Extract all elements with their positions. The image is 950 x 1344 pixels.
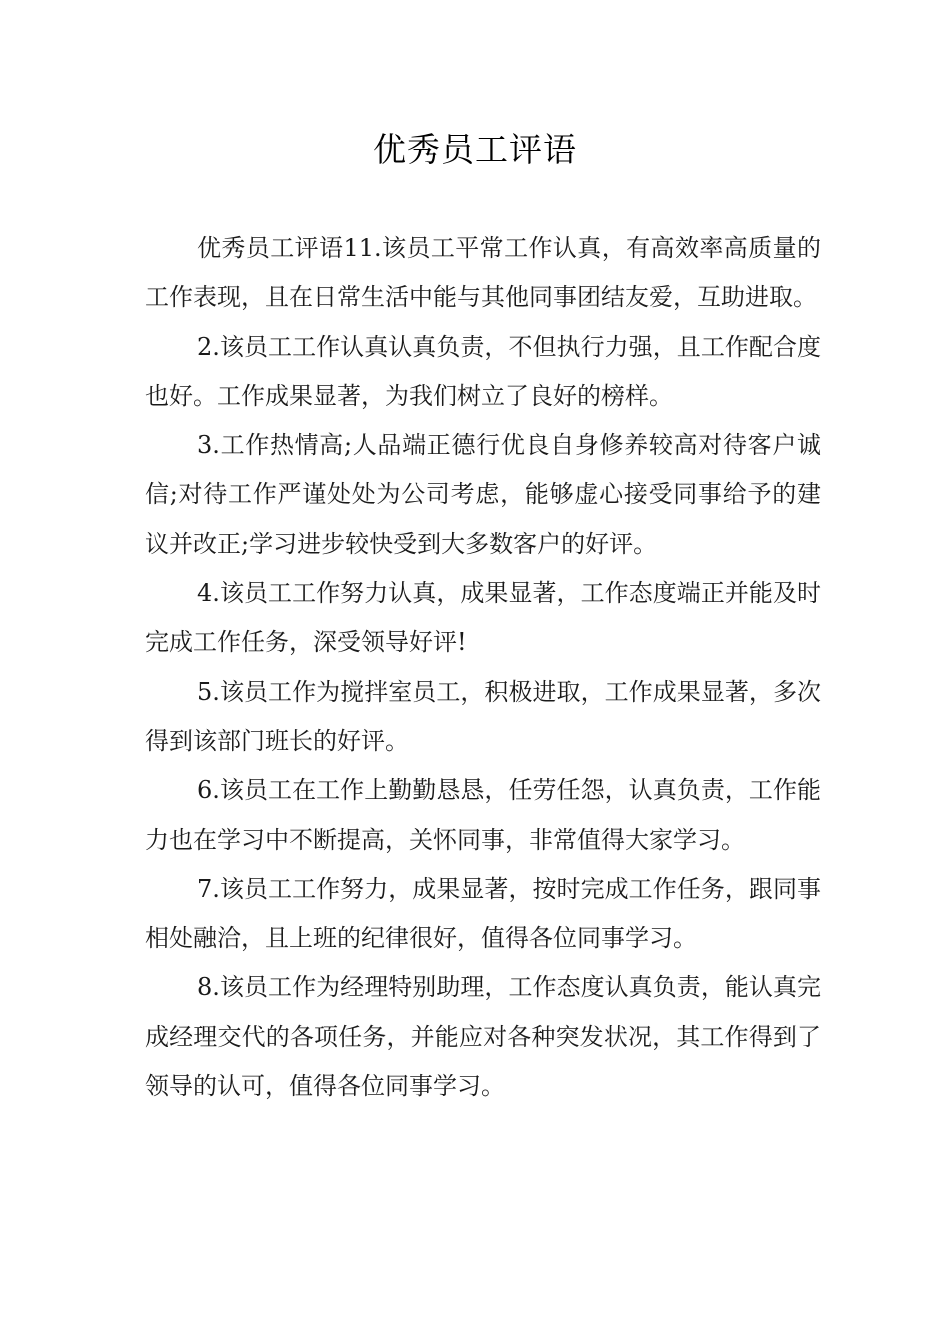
paragraph-6: 6.该员工在工作上勤勤恳恳，任劳任怨，认真负责，工作能力也在学习中不断提高，关怀同事，非常值得大家学习。 <box>145 776 821 854</box>
paragraph-2: 2.该员工工作认真认真负责，不但执行力强，且工作配合度也好。工作成果显著，为我们树立了良好的榜样。 <box>145 332 821 410</box>
paragraph-4: 4.该员工工作努力认真，成果显著，工作态度端正并能及时完成工作任务，深受领导好评! <box>145 579 821 657</box>
paragraph-3: 3.工作热情高;人品端正德行优良自身修养较高对待客户诚信;对待工作严谨处处为公司考虑，能够虚心接受同事给予的建议并改正;学习进步较快受到大多数客户的好评。 <box>145 431 821 558</box>
document-body <box>145 224 821 1111</box>
paragraph-8: 8.该员工作为经理特别助理，工作态度认真负责，能认真完成经理交代的各项任务，并能应对各种突发状况，其工作得到了领导的认可，值得各位同事学习。 <box>145 973 821 1101</box>
paragraph-5: 5.该员工作为搅拌室员工，积极进取，工作成果显著，多次得到该部门班长的好评。 <box>145 677 821 755</box>
document-title: 优秀员工评语 <box>373 130 577 169</box>
paragraph-1: 优秀员工评语11.该员工平常工作认真，有高效率高质量的工作表现，且在日常生活中能与其他同事团结友爱，互助进取。 <box>145 234 821 312</box>
paragraph-7: 7.该员工工作努力，成果显著，按时完成工作任务，跟同事相处融洽，且上班的纪律很好，值得各位同事学习。 <box>145 874 821 953</box>
